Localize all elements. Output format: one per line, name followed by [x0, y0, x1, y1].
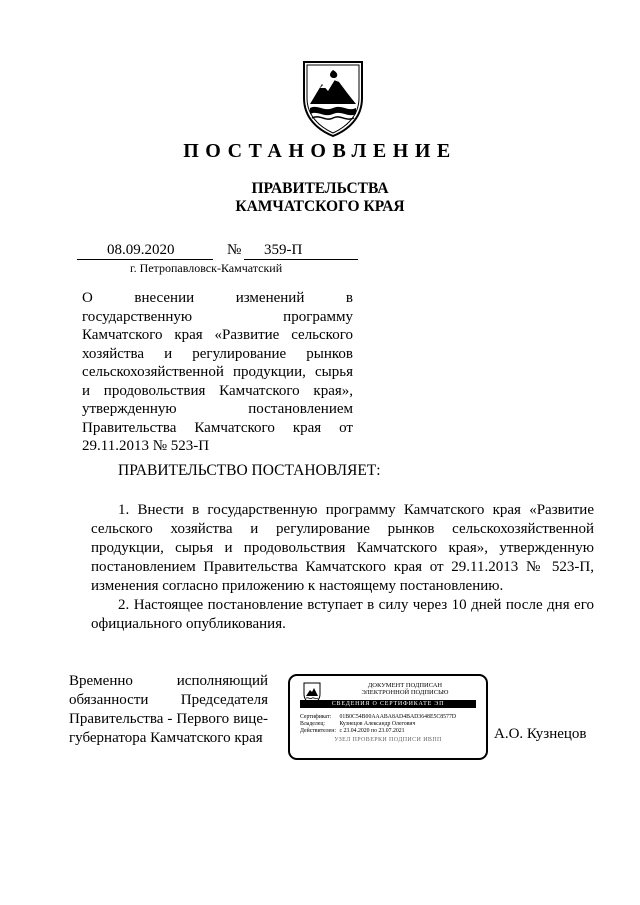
subject-line: сельскохозяйственной продукции, сырья [82, 364, 353, 380]
cert-label: Сертификат: [300, 714, 332, 720]
body-paragraph-1: 1. Внести в государственную программу Камчатского края «Развитие сельского хозяйства и регулирование рынков сельскохозяйственной продукции, сырья и продовольствия Камчатского края», утвержденную постановлением Правительства Камчатского края от 29.11.2013 № 523-П, изменения согласно приложению к настоящему постановлению. [91, 502, 594, 594]
role-line: Временно исполняющий [69, 673, 268, 689]
stamp-valid-row [300, 728, 405, 734]
stamp-owner-row [300, 721, 415, 727]
body-paragraph-2: 2. Настоящее постановление вступает в силу через 10 дней после дня его официального опубликования. [91, 597, 594, 632]
stamp-title-line1: ДОКУМЕНТ ПОДПИСАН [367, 682, 443, 689]
signatory-name: А.О. Кузнецов [494, 726, 587, 742]
role-line: обязанности Председателя [69, 692, 268, 708]
stamp-footer: УЗЕЛ ПРОВЕРКИ ПОДПИСИ ИВПП [334, 737, 442, 743]
document-type: ПОСТАНОВЛЕНИЕ [183, 140, 457, 162]
stamp-cert-row [300, 714, 456, 720]
subject-line: утвержденную постановлением [82, 401, 353, 417]
subject-line: 29.11.2013 № 523-П [82, 438, 210, 454]
org-name-line2: КАМЧАТСКОГО КРАЯ [235, 198, 405, 215]
date-underline [77, 259, 213, 260]
document-number: 359-П [264, 242, 303, 258]
signatory-role [69, 672, 268, 748]
decree-heading: ПРАВИТЕЛЬСТВО ПОСТАНОВЛЯЕТ: [118, 462, 381, 479]
subject-line: Правительства Камчатского края от [82, 419, 353, 436]
owner-value: Кузнецов Александр Олегович [339, 721, 416, 727]
subject-line: хозяйства и регулирование рынков [82, 345, 353, 362]
owner-label: Владелец: [300, 721, 326, 727]
number-sign: № [227, 242, 242, 258]
city: г. Петропавловск-Камчатский [130, 261, 283, 275]
stamp-title-line2: ЭЛЕКТРОННОЙ ПОДПИСЬЮ [361, 689, 449, 696]
org-name-line1: ПРАВИТЕЛЬСТВА [251, 180, 389, 197]
valid-value: с 23.04.2020 по 23.07.2021 [339, 728, 405, 734]
subject-line: Камчатского края «Развитие сельского [82, 327, 353, 343]
role-line: губернатора Камчатского края [69, 730, 263, 746]
role-line: Правительства - Первого вице- [69, 711, 268, 727]
subject-line: О внесении изменений в [82, 290, 353, 306]
subject-line: и продовольствия Камчатского края», [82, 382, 353, 399]
document-subject [82, 289, 353, 456]
subject-line: государственную программу [82, 308, 353, 325]
stamp-certificate-bar: СВЕДЕНИЯ О СЕРТИФИКАТЕ ЭП [300, 700, 476, 708]
number-underline [244, 259, 358, 260]
digital-signature-stamp [288, 674, 488, 760]
coat-of-arms-icon [298, 58, 368, 138]
document-date: 08.09.2020 [107, 242, 175, 258]
valid-label: Действителен: [300, 728, 336, 734]
cert-value: 01B0C54B00AAABA8AD4BAD3648E5C8577D [339, 714, 457, 720]
document-body [91, 501, 594, 634]
